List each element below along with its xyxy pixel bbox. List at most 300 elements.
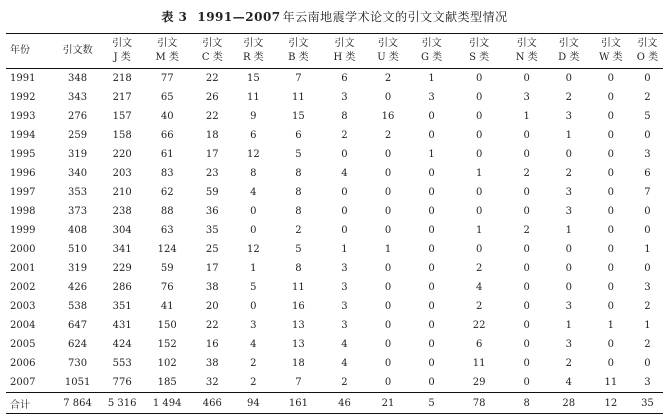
table-cell: 319 xyxy=(68,263,88,274)
table-cell: 0 xyxy=(384,282,392,293)
table-cell: 0 xyxy=(644,206,651,217)
table-cell: 353 xyxy=(68,187,88,198)
table-cell: 0 xyxy=(428,358,435,369)
table-cell: 15 xyxy=(246,73,260,84)
table-cell: 2 xyxy=(475,301,483,312)
table-cell: 3 xyxy=(565,111,572,122)
table-cell: 426 xyxy=(68,282,88,293)
table-cell: 6 xyxy=(644,168,651,179)
table-cell: 16 xyxy=(381,111,395,122)
total-cell: 8 xyxy=(506,393,548,414)
table-cell: 3 xyxy=(565,339,572,350)
row-year-cell: 1994 xyxy=(10,130,36,141)
row-year-cell: 2003 xyxy=(10,301,36,312)
table-cell: 0 xyxy=(523,206,530,217)
table-cell: 0 xyxy=(523,244,530,255)
table-cell: 59 xyxy=(160,263,174,274)
header-year: 年份 xyxy=(6,34,54,69)
table-cell: 2 xyxy=(644,339,651,350)
table-cell: 3 xyxy=(565,301,572,312)
table-cell: 3 xyxy=(523,92,530,103)
table-body xyxy=(6,69,663,414)
table-cell: 41 xyxy=(160,301,174,312)
table-cell: 3 xyxy=(341,301,348,312)
header-type-c: 引文 C 类 xyxy=(191,34,233,69)
table-cell: 203 xyxy=(112,168,132,179)
total-cell: 1 494 xyxy=(143,393,191,414)
table-cell: 36 xyxy=(205,206,219,217)
table-cell: 13 xyxy=(292,320,305,331)
table-cell: 124 xyxy=(157,244,177,255)
table-cell: 13 xyxy=(292,339,305,350)
total-cell: 7 864 xyxy=(54,393,101,414)
table-cell: 0 xyxy=(250,301,257,312)
table-cell: 88 xyxy=(160,206,174,217)
table-cell: 3 xyxy=(341,92,348,103)
table-cell: 259 xyxy=(68,130,88,141)
table-cell: 3 xyxy=(644,377,651,388)
total-cell: 35 xyxy=(632,393,663,414)
table-cell: 0 xyxy=(341,149,348,160)
table-cell: 0 xyxy=(565,263,572,274)
table-cell: 217 xyxy=(112,92,132,103)
table-cell: 1 xyxy=(565,225,572,236)
table-cell: 553 xyxy=(112,358,132,369)
table-cell: 22 xyxy=(205,73,219,84)
table-cell: 0 xyxy=(607,282,615,293)
table-cell: 5 xyxy=(295,244,302,255)
table-cell: 17 xyxy=(205,149,219,160)
table-cell: 0 xyxy=(384,301,392,312)
table-cell: 0 xyxy=(644,73,651,84)
table-cell: 3 xyxy=(644,282,651,293)
table-row xyxy=(6,183,663,202)
table-cell: 2 xyxy=(250,358,257,369)
table-caption xyxy=(0,8,669,25)
row-year-cell: 1992 xyxy=(10,92,36,103)
row-year-cell: 1997 xyxy=(10,187,36,198)
table-cell: 66 xyxy=(160,130,174,141)
table-cell: 4 xyxy=(565,377,572,388)
table-cell: 229 xyxy=(112,263,132,274)
table-cell: 0 xyxy=(607,206,615,217)
table-row xyxy=(6,373,663,393)
row-year-cell: 2006 xyxy=(10,358,36,369)
table-row xyxy=(6,145,663,164)
table-cell: 0 xyxy=(523,149,530,160)
table-cell: 4 xyxy=(341,358,348,369)
table-cell: 150 xyxy=(157,320,177,331)
table-cell: 23 xyxy=(205,168,219,179)
table-cell: 29 xyxy=(472,377,486,388)
total-cell: 5 xyxy=(411,393,453,414)
table-cell: 0 xyxy=(428,282,435,293)
table-cell: 341 xyxy=(112,244,132,255)
table-cell: 2 xyxy=(644,92,651,103)
table-cell: 6 xyxy=(341,73,348,84)
table-cell: 0 xyxy=(475,244,483,255)
table-row xyxy=(6,69,663,89)
table-cell: 220 xyxy=(112,149,132,160)
table-cell: 1 xyxy=(523,111,530,122)
table-cell: 319 xyxy=(68,149,88,160)
table-cell: 157 xyxy=(112,111,132,122)
table-cell: 373 xyxy=(68,206,88,217)
table-cell: 647 xyxy=(68,320,88,331)
table-cell: 0 xyxy=(607,244,615,255)
table-cell: 2 xyxy=(295,225,302,236)
total-cell: 5 316 xyxy=(101,393,143,414)
table-cell: 0 xyxy=(565,73,572,84)
table-cell: 431 xyxy=(112,320,132,331)
table-cell: 38 xyxy=(205,358,219,369)
table-cell: 0 xyxy=(607,73,615,84)
table-cell: 16 xyxy=(292,301,305,312)
table-cell: 2 xyxy=(384,73,392,84)
table-cell: 0 xyxy=(384,358,392,369)
table-cell: 32 xyxy=(205,377,219,388)
header-row xyxy=(6,34,663,69)
table-cell: 2 xyxy=(523,225,530,236)
total-cell: 78 xyxy=(453,393,506,414)
table-cell: 0 xyxy=(384,149,392,160)
table-cell: 0 xyxy=(607,339,615,350)
table-cell: 510 xyxy=(68,244,88,255)
table-cell: 7 xyxy=(644,187,651,198)
table-cell: 0 xyxy=(384,320,392,331)
table-cell: 0 xyxy=(607,187,615,198)
table-cell: 2 xyxy=(565,92,572,103)
table-cell: 22 xyxy=(472,320,486,331)
table-label: 表 3 xyxy=(161,10,188,24)
table-cell: 35 xyxy=(205,225,219,236)
table-cell: 0 xyxy=(250,206,257,217)
table-cell: 9 xyxy=(250,111,257,122)
table-cell: 0 xyxy=(384,339,392,350)
table-cell: 5 xyxy=(250,282,257,293)
table-cell: 18 xyxy=(205,130,219,141)
table-cell: 0 xyxy=(565,244,572,255)
table-cell: 286 xyxy=(112,282,132,293)
header-type-d: 引文 D 类 xyxy=(548,34,590,69)
table-cell: 0 xyxy=(523,130,530,141)
table-cell: 238 xyxy=(112,206,132,217)
table-cell: 0 xyxy=(475,187,483,198)
table-cell: 26 xyxy=(205,92,219,103)
table-cell: 7 xyxy=(295,377,302,388)
table-cell: 210 xyxy=(112,187,132,198)
table-cell: 340 xyxy=(68,168,88,179)
table-cell: 15 xyxy=(292,111,305,122)
table-row xyxy=(6,335,663,354)
table-cell: 343 xyxy=(68,92,88,103)
table-cell: 8 xyxy=(295,168,302,179)
table-cell: 8 xyxy=(295,263,302,274)
table-cell: 0 xyxy=(384,377,392,388)
table-cell: 0 xyxy=(523,301,530,312)
table-cell: 83 xyxy=(160,168,174,179)
header-type-u: 引文 U 类 xyxy=(365,34,410,69)
table-cell: 2 xyxy=(523,168,530,179)
row-year-cell: 2007 xyxy=(10,377,36,388)
table-cell: 1 xyxy=(565,130,572,141)
table-row xyxy=(6,297,663,316)
table-row xyxy=(6,202,663,221)
table-row xyxy=(6,164,663,183)
table-cell: 1 xyxy=(341,244,348,255)
table-cell: 0 xyxy=(428,130,435,141)
table-cell: 2 xyxy=(475,263,483,274)
table-cell: 0 xyxy=(607,149,615,160)
row-year-cell: 1998 xyxy=(10,206,36,217)
table-cell: 3 xyxy=(565,187,572,198)
table-cell: 38 xyxy=(205,282,219,293)
table-cell: 8 xyxy=(341,111,348,122)
table-cell: 0 xyxy=(384,225,392,236)
table-cell: 1 xyxy=(475,168,483,179)
table-cell: 0 xyxy=(341,225,348,236)
table-cell: 0 xyxy=(523,377,530,388)
row-year-cell: 2002 xyxy=(10,282,36,293)
table-cell: 2 xyxy=(250,377,257,388)
row-year-cell: 1999 xyxy=(10,225,36,236)
table-cell: 0 xyxy=(565,282,572,293)
table-cell: 1 xyxy=(428,149,435,160)
table-cell: 76 xyxy=(160,282,174,293)
table-cell: 0 xyxy=(341,206,348,217)
table-cell: 624 xyxy=(68,339,88,350)
table-cell: 3 xyxy=(428,92,435,103)
table-cell: 776 xyxy=(112,377,132,388)
table-cell: 0 xyxy=(475,92,483,103)
header-count: 引文数 xyxy=(54,34,101,69)
table-cell: 11 xyxy=(292,282,305,293)
table-cell: 0 xyxy=(475,111,483,122)
table-row xyxy=(6,88,663,107)
caption-title: 年云南地震学术论文的引文文献类型情况 xyxy=(282,10,508,24)
table-cell: 0 xyxy=(428,206,435,217)
table-cell: 0 xyxy=(644,225,651,236)
table-cell: 0 xyxy=(607,111,615,122)
table-cell: 6 xyxy=(475,339,483,350)
table-cell: 1 xyxy=(384,244,392,255)
total-label: 合计 xyxy=(6,393,54,414)
table-cell: 6 xyxy=(295,130,302,141)
table-cell: 0 xyxy=(384,168,392,179)
table-cell: 0 xyxy=(523,263,530,274)
table-cell: 0 xyxy=(428,111,435,122)
table-cell: 5 xyxy=(644,111,651,122)
table-cell: 17 xyxy=(205,263,219,274)
table-cell: 1 xyxy=(644,320,651,331)
table-cell: 538 xyxy=(68,301,88,312)
table-cell: 3 xyxy=(250,320,257,331)
table-cell: 0 xyxy=(428,168,435,179)
table-cell: 0 xyxy=(475,149,483,160)
table-cell: 218 xyxy=(112,73,132,84)
table-cell: 424 xyxy=(112,339,132,350)
header-type-j: 引文 J 类 xyxy=(101,34,143,69)
table-row xyxy=(6,278,663,297)
table-cell: 185 xyxy=(157,377,177,388)
table-cell: 59 xyxy=(205,187,219,198)
table-cell: 5 xyxy=(295,149,302,160)
table-cell: 158 xyxy=(112,130,132,141)
table-cell: 11 xyxy=(472,358,486,369)
table-cell: 16 xyxy=(205,339,219,350)
table-cell: 276 xyxy=(68,111,88,122)
row-year-cell: 2001 xyxy=(10,263,36,274)
table-cell: 1 xyxy=(565,320,572,331)
table-cell: 63 xyxy=(160,225,174,236)
table-cell: 348 xyxy=(68,73,88,84)
row-year-cell: 2004 xyxy=(10,320,36,331)
table-cell: 4 xyxy=(475,282,483,293)
table-cell: 11 xyxy=(246,92,260,103)
table-cell: 0 xyxy=(607,130,615,141)
header-type-o: 引文 O 类 xyxy=(632,34,663,69)
table-cell: 8 xyxy=(250,168,257,179)
table-cell: 730 xyxy=(68,358,88,369)
table-cell: 0 xyxy=(384,92,392,103)
table-cell: 2 xyxy=(565,168,572,179)
table-cell: 18 xyxy=(292,358,305,369)
table-row xyxy=(6,316,663,335)
header-type-n: 引文 N 类 xyxy=(506,34,548,69)
table-cell: 0 xyxy=(475,130,483,141)
table-cell: 4 xyxy=(341,168,348,179)
table-cell: 4 xyxy=(250,339,257,350)
header-type-b: 引文 B 类 xyxy=(273,34,323,69)
citation-type-table xyxy=(6,33,663,414)
row-year-cell: 2000 xyxy=(10,244,36,255)
total-cell: 161 xyxy=(273,393,323,414)
row-year-cell: 1993 xyxy=(10,111,36,122)
table-cell: 0 xyxy=(428,187,435,198)
table-cell: 3 xyxy=(565,206,572,217)
table-cell: 0 xyxy=(523,358,530,369)
table-row xyxy=(6,259,663,278)
table-cell: 2 xyxy=(384,130,392,141)
table-cell: 0 xyxy=(428,244,435,255)
table-cell: 304 xyxy=(112,225,132,236)
table-cell: 152 xyxy=(157,339,177,350)
table-cell: 40 xyxy=(160,111,174,122)
table-cell: 1051 xyxy=(64,377,91,388)
table-cell: 2 xyxy=(644,301,651,312)
table-cell: 0 xyxy=(384,263,392,274)
table-cell: 0 xyxy=(428,263,435,274)
row-year-cell: 2005 xyxy=(10,339,36,350)
table-cell: 61 xyxy=(160,149,174,160)
row-year-cell: 1996 xyxy=(10,168,36,179)
table-cell: 0 xyxy=(341,187,348,198)
caption-years: 1991—2007 xyxy=(197,10,281,24)
table-cell: 102 xyxy=(157,358,177,369)
table-cell: 408 xyxy=(68,225,88,236)
table-cell: 0 xyxy=(250,225,257,236)
header-type-s: 引文 S 类 xyxy=(453,34,506,69)
total-cell: 94 xyxy=(233,393,273,414)
table-cell: 4 xyxy=(341,339,348,350)
table-cell: 0 xyxy=(607,168,615,179)
table-cell: 0 xyxy=(428,377,435,388)
table-cell: 1 xyxy=(250,263,257,274)
table-cell: 0 xyxy=(475,73,483,84)
table-cell: 351 xyxy=(112,301,132,312)
header-type-h: 引文 H 类 xyxy=(323,34,365,69)
header-type-w: 引文 W 类 xyxy=(590,34,632,69)
table-cell: 2 xyxy=(341,377,348,388)
table-cell: 0 xyxy=(523,73,530,84)
table-cell: 77 xyxy=(160,73,174,84)
table-cell: 0 xyxy=(607,358,615,369)
row-year-cell: 1991 xyxy=(10,73,36,84)
table-cell: 1 xyxy=(607,320,615,331)
table-cell: 0 xyxy=(428,225,435,236)
table-cell: 3 xyxy=(341,320,348,331)
total-cell: 46 xyxy=(323,393,365,414)
table-cell: 0 xyxy=(644,358,651,369)
table-cell: 0 xyxy=(565,149,572,160)
table-cell: 0 xyxy=(523,339,530,350)
table-cell: 0 xyxy=(428,320,435,331)
table-cell: 62 xyxy=(160,187,174,198)
table-cell: 0 xyxy=(384,206,392,217)
total-row xyxy=(6,393,663,414)
row-year-cell: 1995 xyxy=(10,149,36,160)
total-cell: 466 xyxy=(191,393,233,414)
total-cell: 12 xyxy=(590,393,632,414)
table-cell: 0 xyxy=(384,187,392,198)
table-row xyxy=(6,221,663,240)
table-row xyxy=(6,126,663,145)
table-cell: 25 xyxy=(205,244,219,255)
table-cell: 3 xyxy=(644,149,651,160)
table-row xyxy=(6,107,663,126)
table-cell: 12 xyxy=(246,244,260,255)
total-cell: 21 xyxy=(365,393,410,414)
table-cell: 12 xyxy=(246,149,260,160)
header-type-r: 引文 R 类 xyxy=(233,34,273,69)
table-cell: 11 xyxy=(604,377,618,388)
table-cell: 8 xyxy=(295,187,302,198)
table-cell: 65 xyxy=(160,92,174,103)
table-cell: 1 xyxy=(644,244,651,255)
table-cell: 3 xyxy=(341,282,348,293)
header-type-g: 引文 G 类 xyxy=(411,34,453,69)
table-row xyxy=(6,354,663,373)
table-cell: 6 xyxy=(250,130,257,141)
table-row xyxy=(6,240,663,259)
header-type-m: 引文 M 类 xyxy=(143,34,191,69)
table-cell: 8 xyxy=(295,206,302,217)
table-cell: 4 xyxy=(250,187,257,198)
table-cell: 0 xyxy=(523,282,530,293)
table-cell: 22 xyxy=(205,111,219,122)
table-cell: 1 xyxy=(475,225,483,236)
table-cell: 0 xyxy=(523,187,530,198)
table-cell: 0 xyxy=(428,339,435,350)
table-cell: 7 xyxy=(295,73,302,84)
table-cell: 0 xyxy=(644,130,651,141)
table-cell: 0 xyxy=(607,92,615,103)
table-cell: 2 xyxy=(341,130,348,141)
table-cell: 3 xyxy=(341,263,348,274)
table-cell: 0 xyxy=(475,206,483,217)
table-cell: 0 xyxy=(607,263,615,274)
table-cell: 0 xyxy=(644,263,651,274)
